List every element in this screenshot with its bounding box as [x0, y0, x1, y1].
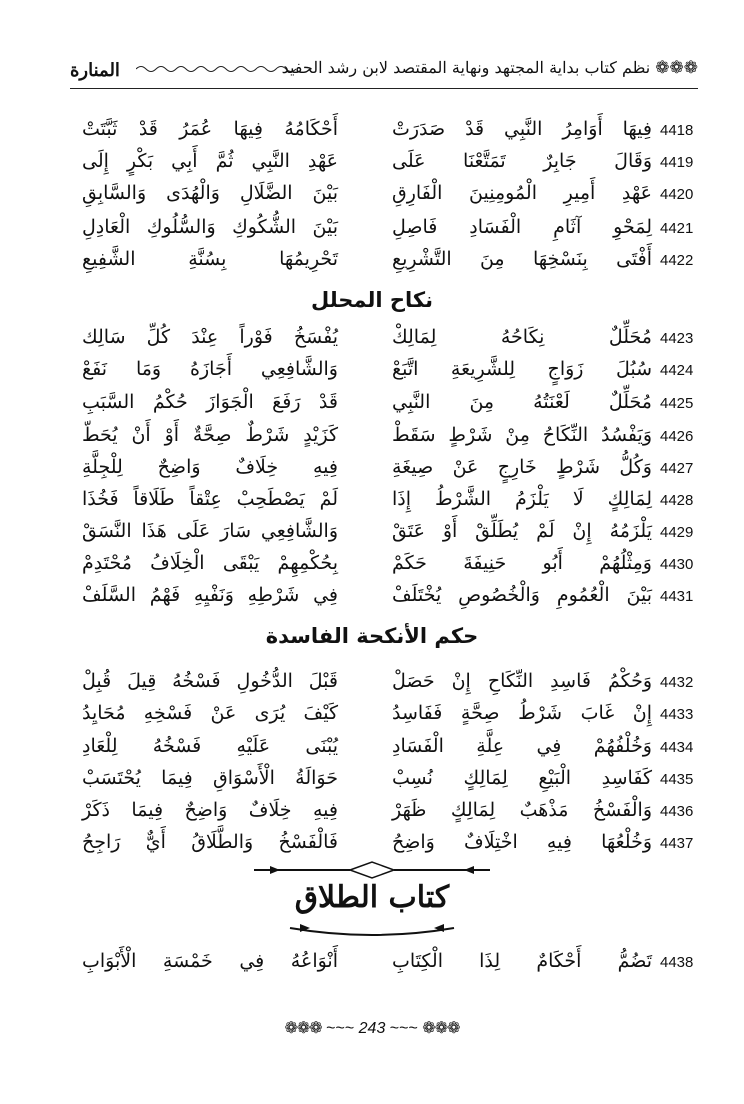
verse-row — [0, 148, 744, 180]
verse-row — [0, 486, 744, 518]
verse-first-hemistich: بَيْنَ الْعُمُومِ وَالْخُصُوصِ يُخْتَلَفْ — [392, 584, 652, 606]
verse-number: 4418 — [660, 122, 694, 139]
verse-number: 4426 — [660, 428, 694, 445]
page-header — [70, 48, 698, 89]
verse-row — [0, 116, 744, 148]
verse-second-hemistich: فِيهِ خِلَافٌ وَاضِحٌ فِيمَا ذَكَرْ — [82, 799, 338, 821]
verse-first-hemistich: وَخُلْعُهَا فِيهِ اخْتِلَافٌ وَاضِحُ — [392, 831, 652, 853]
verse-second-hemistich: بَيْنَ الضَّلَالِ وَالْهُدَى وَالسَّابِقِ — [82, 182, 338, 204]
section-title: حكم الأنكحة الفاسدة — [265, 624, 479, 648]
verse-second-hemistich: قَبْلَ الدُّخُولِ فَسْخُهُ قِيلَ قُبِلْ — [82, 670, 338, 692]
verse-row — [0, 454, 744, 486]
verse-first-hemistich: وَقَالَ جَابِرٌ تَمَتَّعْنَا عَلَى — [392, 150, 652, 172]
verse-row — [0, 214, 744, 246]
verse-number: 4432 — [660, 674, 694, 691]
verse-row — [0, 700, 744, 732]
verse-second-hemistich: أَحْكَامُهُ فِيهَا عُمَرُ قَدْ ثَبَّتَتْ — [82, 118, 338, 140]
verse-second-hemistich: فِي شَرْطِهِ وَنَفْيِهِ فَهْمُ السَّلَفْ — [82, 584, 338, 606]
wave-divider — [136, 64, 296, 74]
verse-row — [0, 356, 744, 388]
verse-row — [0, 518, 744, 550]
footer-wave: ~~~ — [326, 1020, 355, 1037]
section-title: نكاح المحلل — [310, 288, 434, 312]
page-number: 243 — [358, 1020, 386, 1037]
verse-second-hemistich: وَالشَّافِعِي أَجَازَهُ وَمَا نَفَعْ — [82, 358, 338, 380]
ornament-icon: ❁❁❁ — [655, 58, 698, 78]
verse-second-hemistich: كَزَيْدٍ شَرْطٌ صِحَّةٌ أَوْ أَنْ يُحَطّ — [82, 424, 338, 446]
verse-first-hemistich: مُحَلِّلٌ نِكَاحُهُ لِمَالِكْ — [392, 326, 652, 348]
footer-wave: ~~~ — [389, 1020, 418, 1037]
verse-number: 4421 — [660, 220, 694, 237]
verse-number: 4422 — [660, 252, 694, 269]
verse-first-hemistich: لِمَالِكٍ لَا يَلْزَمُ الشَّرْطُ إِذَا — [392, 488, 652, 510]
verse-row — [0, 829, 744, 861]
verse-second-hemistich: فِيهِ خِلَافٌ وَاضِحٌ لِلْجِلَّةِ — [82, 456, 338, 478]
verse-second-hemistich: حَوَالَةُ الْأَسْوَاقِ فِيمَا يُحْتَسَبْ — [82, 767, 338, 789]
verse-number: 4435 — [660, 771, 694, 788]
ornament-icon: ❁❁❁ — [284, 1020, 322, 1037]
verse-second-hemistich: لَمْ يَصْطَحِبْ عِتْقاً طَلَاقاً فَخُذَا — [82, 488, 338, 510]
verse-row — [0, 180, 744, 212]
verse-second-hemistich: بِحُكْمِهِمْ يَبْقَى الْخِلَافُ مُحْتَدِمْ — [82, 552, 338, 574]
verse-first-hemistich: وَالْفَسْخُ مَذْهَبٌ لِمَالِكٍ ظَهَرْ — [392, 799, 652, 821]
book-title: كتاب الطلاق — [294, 880, 450, 915]
verse-second-hemistich: كَيْفَ يُرَى عَنْ فَسْخِهِ مُحَايِدُ — [82, 702, 338, 724]
verse-second-hemistich: فَالْفَسْخُ وَالطَّلَاقُ أَيٌّ رَاجِحُ — [82, 831, 338, 853]
verse-row — [0, 582, 744, 614]
verse-number: 4437 — [660, 835, 694, 852]
verse-number: 4434 — [660, 739, 694, 756]
verse-first-hemistich: وَيَفْسُدُ النِّكَاحُ مِنْ شَرْطٍ سَقَطْ — [392, 424, 652, 446]
verse-row — [0, 733, 744, 765]
verse-number: 4419 — [660, 154, 694, 171]
verse-first-hemistich: وَحُكْمُ فَاسِدِ النِّكَاحِ إِنْ حَصَلْ — [392, 670, 652, 692]
publisher-name: المنارة — [70, 60, 120, 81]
verse-row — [0, 324, 744, 356]
verse-second-hemistich: يُبْنَى عَلَيْهِ فَسْخُهُ لِلْعَادِ — [82, 735, 338, 757]
verse-first-hemistich: وَمِثْلُهُمْ أَبُو حَنِيفَةَ حَكَمْ — [392, 552, 652, 574]
verse-number: 4430 — [660, 556, 694, 573]
running-title — [282, 58, 698, 78]
verse-second-hemistich: عَهْدِ النَّبِي ثُمَّ أَبِي بَكْرٍ إِلَى — [82, 150, 338, 172]
verse-row — [0, 948, 744, 980]
verse-row — [0, 550, 744, 582]
verse-number: 4428 — [660, 492, 694, 509]
verse-row — [0, 389, 744, 421]
verse-first-hemistich: مُحَلِّلٌ لَعْنَتُهُ مِنَ النَّبِي — [392, 391, 652, 413]
page-footer — [0, 1018, 744, 1038]
verse-first-hemistich: كَفَاسِدِ الْبَيْعِ لِمَالِكٍ نُسِبْ — [392, 767, 652, 789]
verse-second-hemistich: قَدْ رَفَعَ الْجَوَازَ حُكْمُ السَّبَبِ — [82, 391, 338, 413]
verse-first-hemistich: تَضُمُّ أَحْكَامٌ لِذَا الْكِتَابِ — [392, 950, 652, 972]
ornament-icon: ❁❁❁ — [422, 1020, 460, 1037]
verse-number: 4429 — [660, 524, 694, 541]
verse-first-hemistich: إِنْ غَابَ شَرْطُ صِحَّةٍ فَفَاسِدُ — [392, 702, 652, 724]
verse-first-hemistich: عَهْدِ أَمِيرِ الْمُومِنِينَ الْفَارِقِ — [392, 182, 652, 204]
verse-first-hemistich: فِيهَا أَوَامِرُ النَّبِي قَدْ صَدَرَتْ — [392, 118, 652, 140]
verse-row — [0, 246, 744, 278]
verse-number: 4436 — [660, 803, 694, 820]
book-running-title: نظم كتاب بداية المجتهد ونهاية المقتصد لابن رشد الحفيد — [281, 58, 651, 77]
verse-row — [0, 668, 744, 700]
verse-first-hemistich: وَخُلْفُهُمْ فِي عِلَّةِ الْفَسَادِ — [392, 735, 652, 757]
verse-first-hemistich: يَلْزَمُهُ إِنْ لَمْ يُطَلِّقْ أَوْ عَتَقْ — [392, 520, 652, 542]
verse-first-hemistich: سُبُلَ زَوَاجٍ لِلشَّرِيعَةِ اتَّبَعْ — [392, 358, 652, 380]
verse-row — [0, 765, 744, 797]
verse-second-hemistich: تَحْرِيمُهَا بِسُنَّةِ الشَّفِيعِ — [82, 248, 338, 270]
verse-first-hemistich: وَكُلُّ شَرْطٍ خَارِجٍ عَنْ صِيغَةِ — [392, 456, 652, 478]
verse-number: 4431 — [660, 588, 694, 605]
verse-second-hemistich: وَالشَّافِعِي سَارَ عَلَى هَذَا النَّسَقْ — [82, 520, 338, 542]
verse-number: 4423 — [660, 330, 694, 347]
verse-second-hemistich: يُفْسَخُ فَوْراً عِنْدَ كُلِّ سَالِك — [82, 326, 338, 348]
verse-number: 4424 — [660, 362, 694, 379]
verse-number: 4420 — [660, 186, 694, 203]
verse-row — [0, 422, 744, 454]
verse-second-hemistich: أَنْوَاعُهُ فِي خَمْسَةِ الْأَبْوَابِ — [82, 950, 338, 972]
verse-row — [0, 797, 744, 829]
verse-second-hemistich: بَيْنَ الشُّكُوكِ وَالسُّلُوكِ الْعَادِلِ — [82, 216, 338, 238]
verse-first-hemistich: لِمَحْوِ آثَامِ الْفَسَادِ فَاصِلِ — [392, 216, 652, 238]
verse-number: 4425 — [660, 395, 694, 412]
verse-number: 4438 — [660, 954, 694, 971]
verse-number: 4433 — [660, 706, 694, 723]
verse-first-hemistich: أَفْتَى بِنَسْخِهَا مِنَ التَّشْرِيعِ — [392, 248, 652, 270]
verse-number: 4427 — [660, 460, 694, 477]
